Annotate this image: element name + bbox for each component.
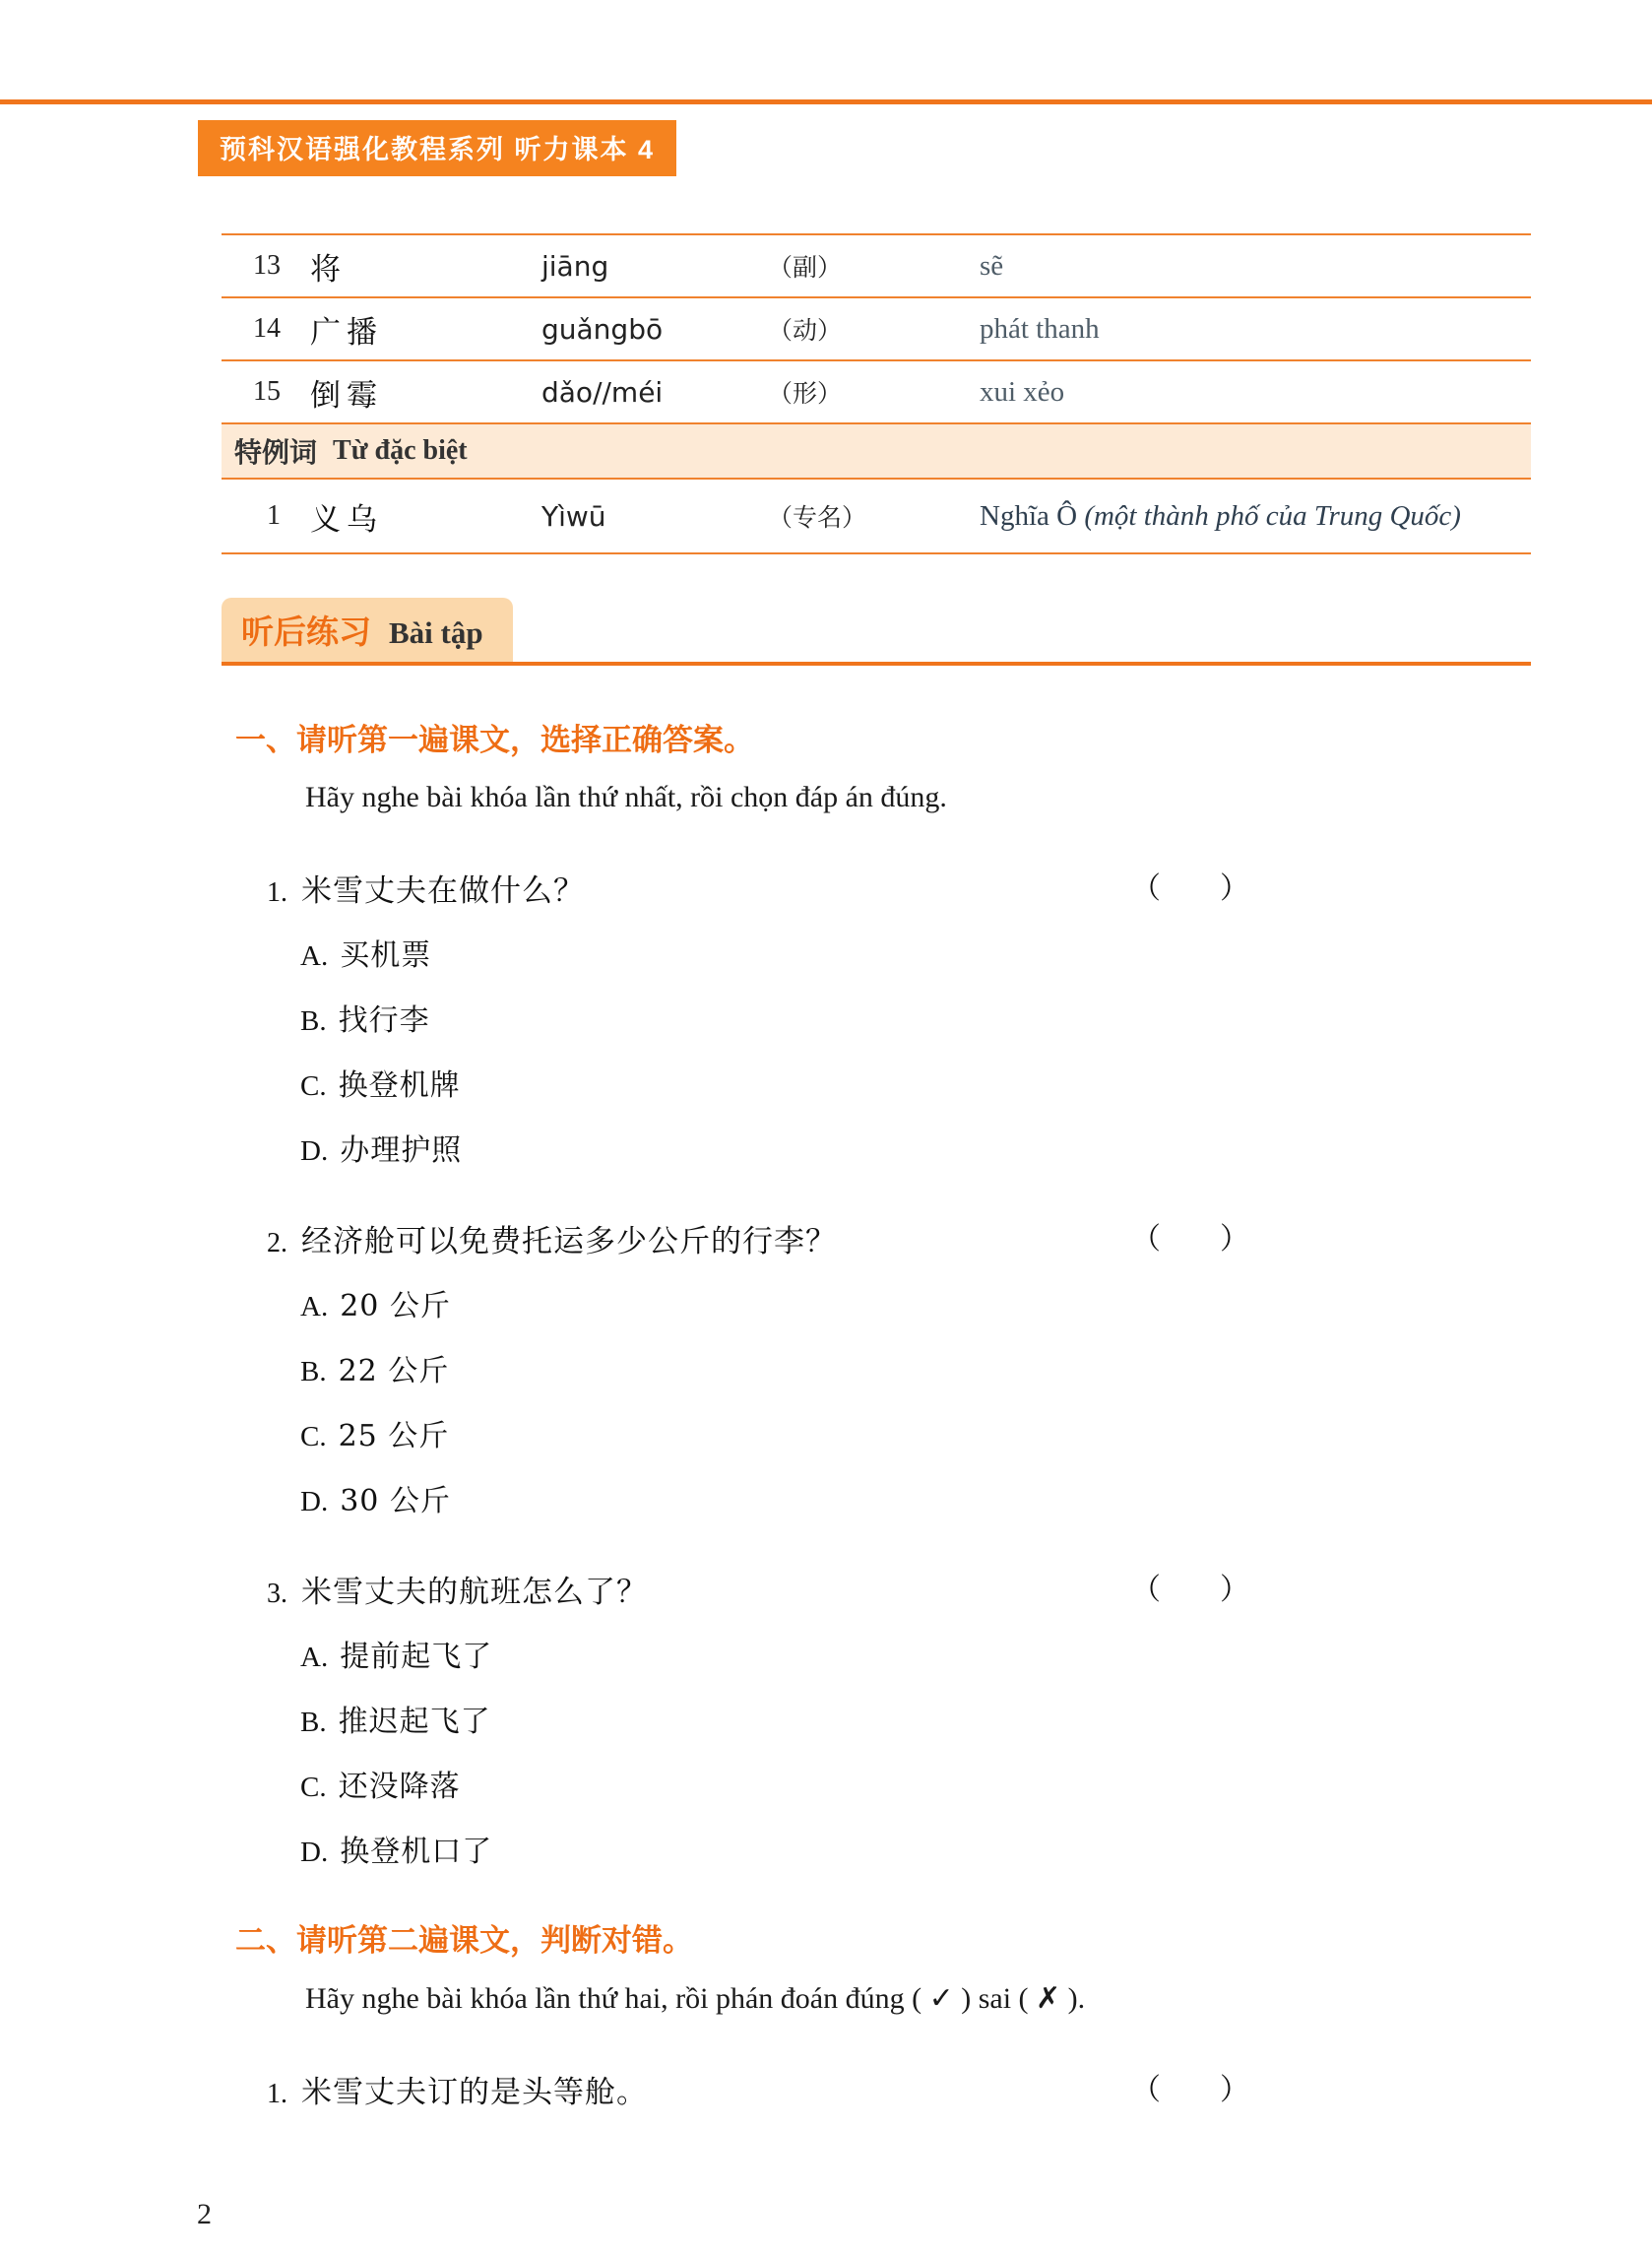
option-b [300,1697,1531,1739]
vocab-row [222,298,1531,361]
option-label: C. [300,1070,327,1102]
question-text: 米雪丈夫的航班怎么了？ [301,1575,648,1610]
option-a [300,1632,1531,1674]
section-2 [222,1915,1531,2110]
vocab-meaning: sẽ [980,249,1004,282]
special-words-header-vi: Từ đặc biệt [333,435,468,466]
vocab-pos: （专名） [768,503,867,532]
question-number: 1. [267,877,287,908]
vocab-number: 14 [253,313,281,344]
vocab-pos: （副） [768,253,843,282]
question-number: 1. [267,2079,287,2109]
option-c [300,1411,1531,1451]
vocab-number: 13 [253,250,281,281]
option-a [300,1281,1531,1321]
vocab-table [222,233,1531,554]
question-1 [267,866,1531,1168]
option-label: B. [300,1005,327,1037]
option-label: A. [300,940,329,972]
vocab-pos: （动） [768,316,843,345]
section-2-subtitle: Hãy nghe bài khóa lần thứ hai, rồi phán đoán đúng ( ✓ ) sai ( ✗ ). [305,1982,1086,2015]
vocab-meaning: phát thanh [980,312,1100,345]
question-line [267,2067,1531,2110]
vocab-pos: （形） [768,379,843,408]
question-line [267,866,1531,909]
question-text: 经济舱可以免费托运多少公斤的行李？ [301,1224,837,1259]
answer-bracket: （ ） [1131,1222,1249,1257]
option-text: 30 公斤 [340,1484,451,1518]
options-list [300,1632,1531,1869]
vocab-pinyin: jiāng [541,249,609,283]
option-label: B. [300,1707,327,1738]
question-text: 米雪丈夫订的是头等舱。 [301,2075,648,2110]
top-divider-rule [0,99,1652,104]
option-label: D. [300,1135,329,1167]
option-text: 25 公斤 [338,1419,450,1453]
question-3 [267,1567,1531,1869]
vocab-row [222,361,1531,424]
question-number: 3. [267,1579,287,1609]
vocab-row [222,235,1531,298]
section-1-title: 一、请听第一遍课文，选择正确答案。 [235,723,754,758]
option-label: C. [300,1421,327,1452]
answer-bracket: （ ） [1131,1573,1249,1607]
option-text: 换登机牌 [338,1068,461,1103]
exercises-header [222,598,1531,666]
answer-bracket: （ ） [1131,871,1249,906]
question-line [267,1216,1531,1259]
option-a [300,931,1531,973]
series-title-badge: 预科汉语强化教程系列 听力课本 4 [198,120,676,176]
question-line [267,1567,1531,1610]
special-words-header [222,424,1531,480]
question-text: 米雪丈夫在做什么？ [301,873,585,909]
exercises-title-vi: Bài tập [389,615,483,650]
vocab-word: 倒霉 [310,377,383,414]
section-1-subtitle: Hãy nghe bài khóa lần thứ nhất, rồi chọn đáp án đúng. [305,781,947,813]
vocab-word: 将 [310,251,347,288]
question-2 [267,1216,1531,1518]
option-label: A. [300,1291,329,1322]
question-number: 2. [267,1228,287,1258]
vocab-pinyin: Yìwū [541,499,606,533]
option-c [300,1762,1531,1804]
answer-bracket: （ ） [1131,2073,1249,2107]
vocab-meaning [980,500,1531,533]
option-text: 提前起飞了 [340,1640,493,1674]
option-b [300,996,1531,1038]
option-text: 推迟起飞了 [338,1705,491,1739]
page-number: 2 [197,2198,212,2230]
option-d [300,1126,1531,1168]
exercises-title-zh: 听后练习 [241,613,371,651]
option-d [300,1827,1531,1869]
vocab-row-special [222,480,1531,554]
page-content [222,233,1531,2110]
vocab-pinyin: dǎo//méi [541,375,664,409]
option-label: A. [300,1642,329,1673]
option-text: 20 公斤 [340,1289,451,1323]
special-words-header-zh: 特例词 [234,436,318,469]
section-2-question-1 [267,2067,1531,2110]
vocab-pinyin: guǎngbō [541,312,664,346]
option-b [300,1346,1531,1386]
vocab-number: 15 [253,376,281,407]
option-text: 办理护照 [340,1133,463,1168]
section-2-title: 二、请听第二遍课文，判断对错。 [235,1923,693,1959]
option-text: 22 公斤 [338,1354,450,1388]
vocab-number: 1 [267,500,281,531]
option-text: 换登机口了 [340,1835,493,1869]
option-label: D. [300,1837,329,1868]
option-d [300,1476,1531,1518]
vocab-word: 义乌 [310,501,383,538]
vocab-meaning-main: Nghĩa Ô [980,499,1085,532]
option-text: 找行李 [338,1003,430,1038]
option-label: C. [300,1772,327,1803]
option-text: 还没降落 [338,1770,461,1804]
options-list [300,1281,1531,1518]
option-text: 买机票 [340,938,432,973]
vocab-meaning-note: (một thành phố của Trung Quốc) [1084,499,1461,532]
vocab-word: 广播 [310,314,383,351]
options-list [300,931,1531,1168]
section-1 [222,715,1531,1869]
option-label: B. [300,1356,327,1387]
exercises-title-badge [222,598,513,662]
option-c [300,1061,1531,1103]
vocab-meaning: xui xẻo [980,375,1065,408]
option-label: D. [300,1486,329,1517]
